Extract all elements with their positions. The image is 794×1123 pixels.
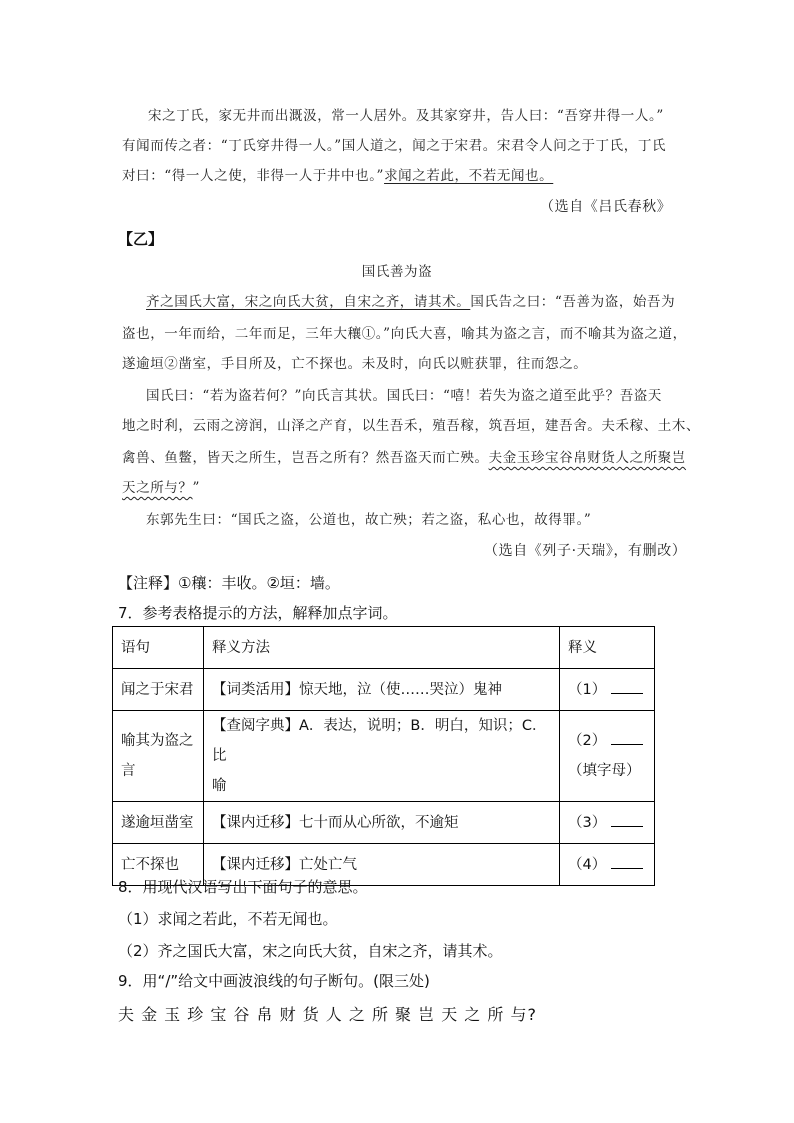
underlined-sentence-1: 求闻之若此，不若无闻也。 — [384, 168, 554, 184]
q8-prompt: 8．用现代汉语写出下面句子的意思。 — [118, 878, 368, 896]
yi-p2-line-1: 国氏曰：“若为盗若何？”向氏言其状。国氏曰：“嘻！若失为盗之道至此乎？吾盗天 — [146, 388, 663, 404]
row4-method: 【课内迁移】亡处亡气 — [204, 844, 560, 886]
q8-item-2: （2）齐之国氏大富，宋之向氏大贫，自宋之齐，请其术。 — [118, 942, 503, 960]
row2-answer-note: （填字母） — [568, 763, 641, 779]
row3-answer-label: （3） — [568, 814, 607, 831]
answer-blank-1[interactable] — [611, 679, 643, 694]
q9-sentence: 夫 金 玉 珍 宝 谷 帛 财 货 人 之 所 聚 岂 天 之 所 与? — [118, 1005, 537, 1024]
yi-p2-line-3 — [122, 446, 686, 466]
q7-prompt: 7．参考表格提示的方法，解释加点字词。 — [118, 604, 398, 622]
answer-blank-2[interactable] — [611, 730, 643, 745]
row2-sentence — [113, 711, 204, 802]
answer-blank-4[interactable] — [611, 854, 643, 869]
row4-sentence: 亡不探也 — [113, 844, 204, 886]
q8-item-1: （1）求闻之若此，不若无闻也。 — [118, 910, 338, 928]
header-meaning: 释义 — [560, 627, 655, 669]
row2-sentence-line-1: 喻其为盗之 — [121, 733, 194, 749]
underlined-sentence-2: 齐之国氏大富，宋之向氏大贫，自宋之齐，请其术。 — [146, 294, 471, 310]
definition-table — [112, 626, 655, 886]
row1-answer-label: （1） — [568, 681, 607, 698]
row2-method-line-1: 【查阅字典】A．表达，说明；B．明白，知识；C．比 — [212, 718, 547, 764]
wavy-sentence-part-1: 夫金玉珍宝谷帛财货人之所聚岂 — [488, 450, 687, 466]
row3-sentence: 遂逾垣凿室 — [113, 802, 204, 844]
row1-sentence: 闻之于宋君 — [113, 669, 204, 711]
table-row — [113, 802, 655, 844]
row4-answer-label: （4） — [568, 856, 607, 873]
yi-p1-line-1 — [146, 290, 675, 310]
row4-answer-cell[interactable] — [560, 844, 655, 886]
yi-p1-line-1-rest: 国氏告之曰：“吾善为盗，始吾为 — [470, 294, 676, 310]
yi-label: 【乙】 — [118, 230, 164, 248]
jia-line-3 — [122, 164, 553, 184]
table-row — [113, 711, 655, 802]
row3-answer-cell[interactable] — [560, 802, 655, 844]
row2-sentence-line-2: 言 — [121, 763, 136, 779]
row1-method: 【词类活用】惊天地，泣（使……哭泣）鬼神 — [204, 669, 560, 711]
jia-line-3-text: 对曰：“得一人之使，非得一人于井中也。” — [122, 168, 385, 184]
wavy-sentence-part-2: 天之所与？ — [122, 480, 193, 496]
row3-method: 【课内迁移】七十而从心所欲，不逾矩 — [204, 802, 560, 844]
table-header-row — [113, 627, 655, 669]
jia-line-2: 有闻而传之者：“丁氏穿井得一人。”国人道之，闻之于宋君。宋君令人问之于丁氏，丁氏 — [122, 138, 667, 154]
q9-prompt: 9．用“/”给文中画波浪线的句子断句。(限三处) — [118, 972, 430, 990]
yi-p2-line-3-text: 禽兽、鱼鳖，皆天之所生，岂吾之所有？然吾盗天而亡殃。 — [122, 450, 489, 466]
row2-answer-label: （2） — [568, 733, 607, 749]
answer-blank-3[interactable] — [611, 812, 643, 827]
header-sentence: 语句 — [113, 627, 204, 669]
header-method: 释义方法 — [204, 627, 560, 669]
jia-source: （选自《吕氏春秋》 — [540, 199, 672, 215]
table-row — [113, 669, 655, 711]
row2-answer-cell[interactable] — [560, 711, 655, 802]
yi-p1-line-3: 遂逾垣②凿室，手目所及，亡不探也。未及时，向氏以赃获罪，往而怨之。 — [122, 356, 588, 372]
annotation-note: 【注释】①穰：丰收。②垣：墙。 — [118, 574, 340, 592]
yi-source: （选自《列子·天瑞》，有删改） — [484, 543, 687, 559]
yi-p2-line-2: 地之时利，云雨之滂润，山泽之产育，以生吾禾，殖吾稼，筑吾垣，建吾舍。夫禾稼、土木、 — [122, 418, 701, 434]
yi-p3: 东郭先生曰：“国氏之盗，公道也，故亡殃；若之盗，私心也，故得罪。” — [146, 512, 592, 528]
row1-answer-cell[interactable] — [560, 669, 655, 711]
yi-p2-line-4 — [122, 476, 200, 496]
jia-line-1: 宋之丁氏，家无井而出溉汲，常一人居外。及其家穿井，告人曰：“吾穿井得一人。” — [148, 108, 664, 124]
row2-method-line-2: 喻 — [212, 778, 227, 794]
closing-quote: ” — [192, 480, 201, 496]
yi-p1-line-2: 盗也，一年而给，二年而足，三年大穰①。”向氏大喜，喻其为盗之言，而不喻其为盗之道， — [122, 326, 687, 342]
row2-method — [204, 711, 560, 802]
yi-title: 国氏善为盗 — [361, 264, 433, 280]
